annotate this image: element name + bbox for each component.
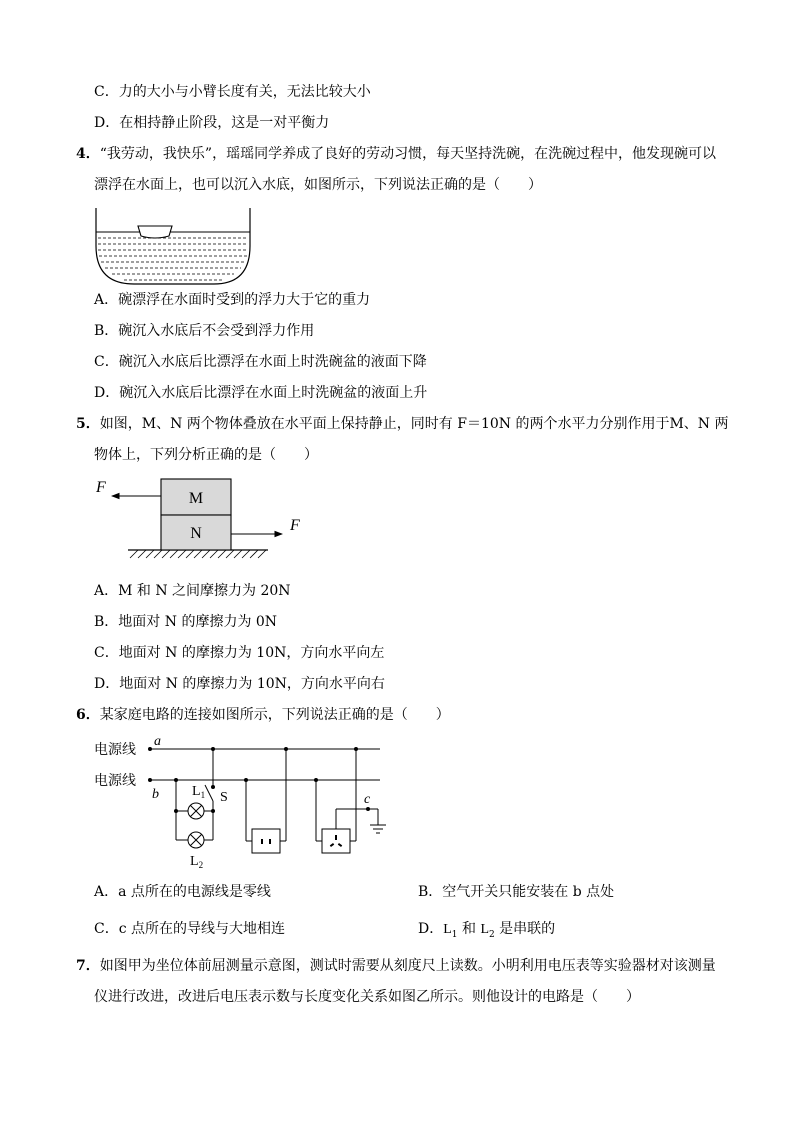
q5-stem-text: 如图，M、N 两个物体叠放在水平面上保持静止，同时有 F＝10N 的两个水平力分别作用于M、N 两	[99, 416, 729, 432]
floating-bowl	[138, 226, 172, 238]
q5-option-d: D．地面对 N 的摩擦力为 10N，方向水平向右	[94, 676, 385, 692]
point-c-label: c	[364, 792, 371, 807]
lamp-l1-label: $L_1$	[192, 784, 206, 800]
q4-option-d: D．碗沉入水底后比漂浮在水面上时洗碗盆的液面上升	[94, 385, 428, 401]
q5-number: 5．	[76, 416, 100, 432]
q4-stem-text: “我劳动，我快乐”，瑶瑶同学养成了良好的劳动习惯，每天坚持洗碗，在洗碗过程中，他发现碗可以	[99, 146, 717, 162]
supply-line-a-label: 电源线	[94, 743, 136, 758]
three-hole-socket	[322, 829, 350, 853]
q4-stem-line1	[76, 145, 716, 163]
lamp-l2-label: $L_2$	[190, 854, 204, 870]
washing-basin-figure	[94, 206, 254, 288]
q4-number: 4．	[76, 146, 100, 162]
basin-outline	[96, 208, 250, 284]
q7-stem-text: 如图甲为坐位体前屈测量示意图，测试时需要从刻度尺上读数。小明利用电压表等实验器材对该测量	[99, 958, 716, 974]
block-n-label: N	[190, 525, 202, 542]
point-a-label: a	[154, 734, 161, 749]
q6-option-c: C．c 点所在的导线与大地相连	[94, 921, 286, 937]
household-circuit-figure	[92, 733, 392, 873]
q6-option-a: A．a 点所在的电源线是零线	[94, 884, 271, 900]
q6-option-b: B．空气开关只能安装在 b 点处	[418, 884, 615, 900]
q6-number: 6．	[76, 707, 100, 723]
q6-option-d: D．$L_1$ 和 $L_2$ 是串联的	[418, 921, 556, 940]
q4-option-b: B．碗沉入水底后不会受到浮力作用	[94, 323, 315, 339]
socket-holes	[261, 835, 342, 847]
force-right-label: F	[290, 517, 300, 534]
switch-s-label: S	[220, 790, 228, 805]
q4-option-a: A．碗漂浮在水面时受到的浮力大于它的重力	[94, 292, 371, 308]
point-b-label: b	[152, 787, 159, 802]
q5-option-a: A．M 和 N 之间摩擦力为 20N	[94, 583, 291, 599]
q3-option-c: C．力的大小与小臂长度有关，无法比较大小	[94, 84, 371, 100]
q6-stem-text: 某家庭电路的连接如图所示，下列说法正确的是（ ）	[99, 707, 450, 723]
q5-stem-line2: 物体上，下列分析正确的是（ ）	[94, 447, 318, 463]
force-left-label: F	[96, 479, 106, 496]
block-m-label: M	[188, 490, 204, 507]
q5-option-b: B．地面对 N 的摩擦力为 0N	[94, 614, 278, 630]
q4-option-c: C．碗沉入水底后比漂浮在水面上时洗碗盆的液面下降	[94, 354, 427, 370]
q4-stem-line2: 漂浮在水面上，也可以沉入水底，如图所示，下列说法正确的是（ ）	[94, 177, 542, 193]
two-hole-socket	[252, 829, 280, 853]
q5-stem-line1	[76, 415, 729, 433]
q7-stem-line2: 仪进行改进，改进后电压表示数与长度变化关系如图乙所示。则他设计的电路是（ ）	[94, 989, 640, 1005]
ground-hatching	[130, 550, 266, 558]
supply-line-b-label: 电源线	[94, 774, 136, 789]
q7-stem-line1	[76, 957, 716, 975]
water-body	[98, 238, 248, 280]
stacked-blocks-figure	[92, 476, 322, 568]
q3-option-d: D．在相持静止阶段，这是一对平衡力	[94, 115, 330, 131]
q5-option-c: C．地面对 N 的摩擦力为 10N，方向水平向左	[94, 645, 385, 661]
q7-number: 7．	[76, 958, 100, 974]
q6-stem	[76, 706, 450, 724]
